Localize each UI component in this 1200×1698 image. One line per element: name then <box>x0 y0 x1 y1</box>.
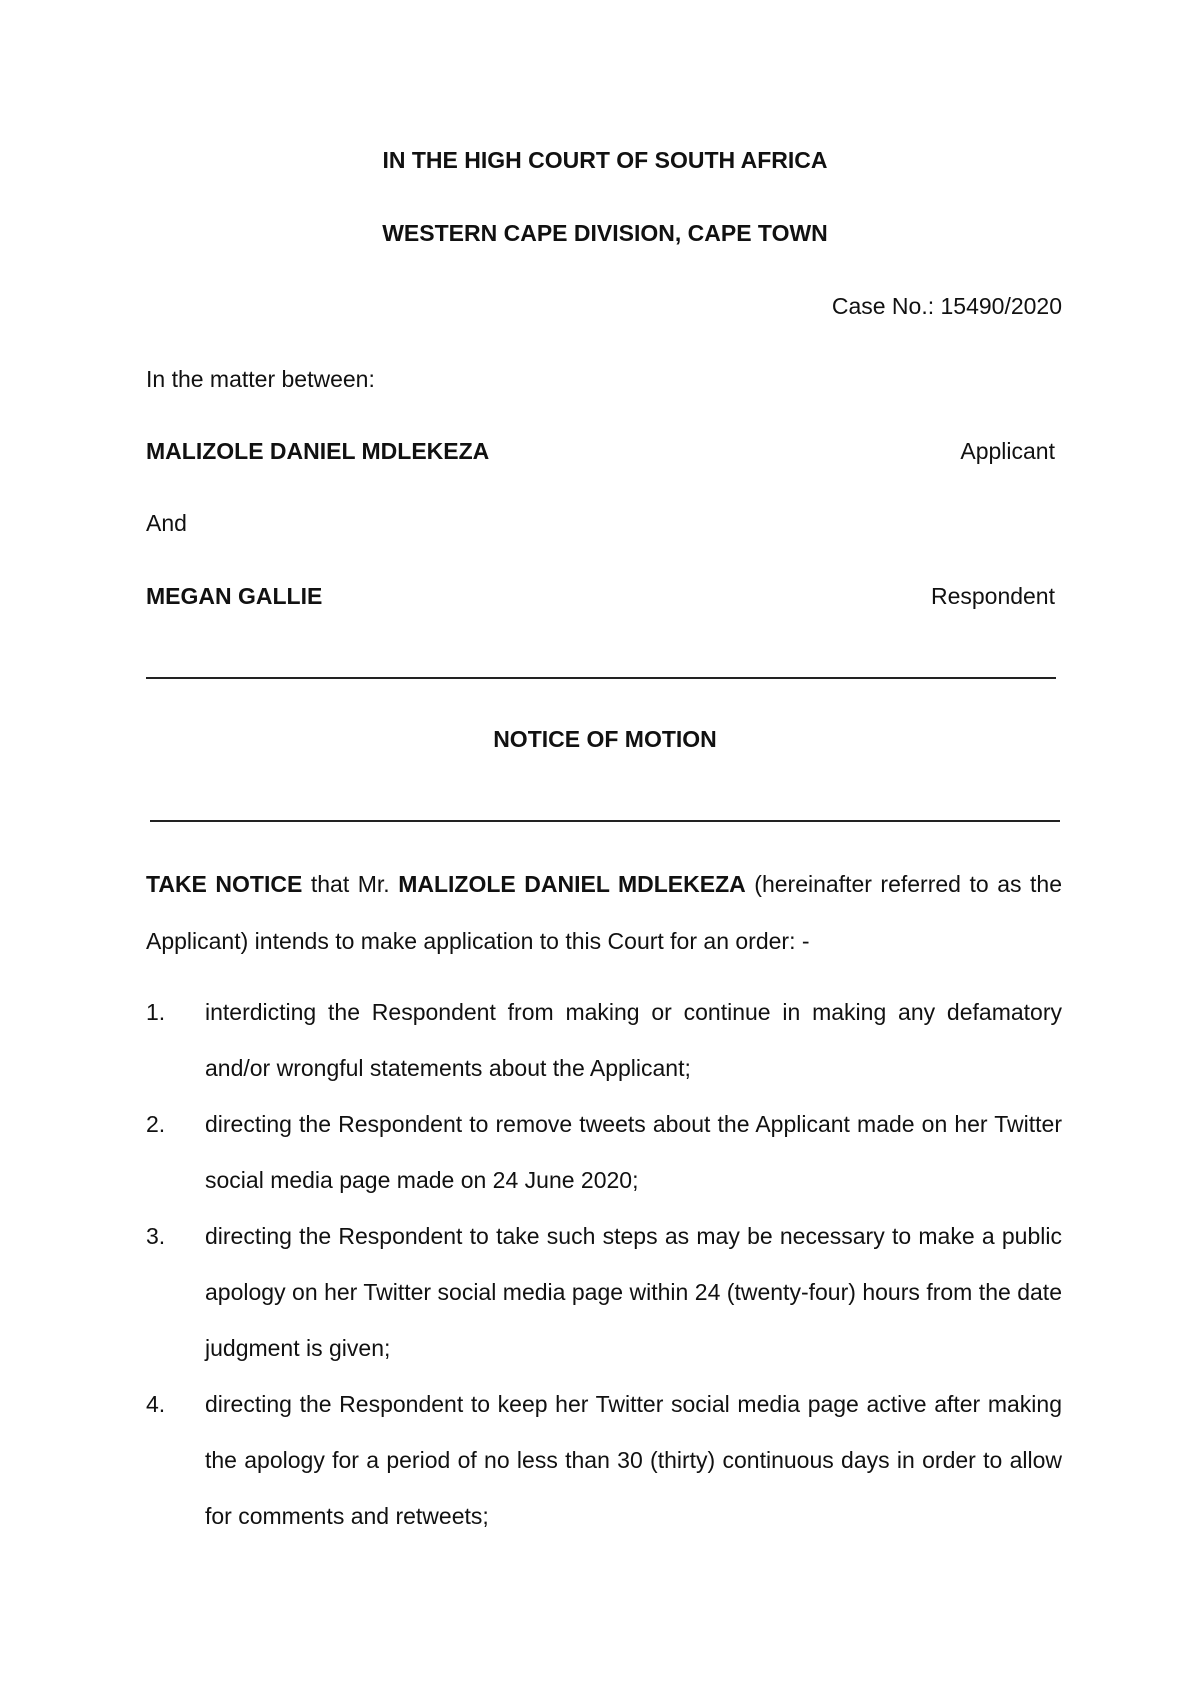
order-number: 1. <box>146 999 166 1025</box>
conjunction: And <box>146 510 187 536</box>
order-number: 4. <box>146 1391 166 1417</box>
order-item: interdicting the Respondent from making or continue in making any defamatory and/or wrongful statements about the Applicant; <box>205 999 1062 1081</box>
notice-applicant-name: MALIZOLE DANIEL MDLEKEZA <box>398 871 746 897</box>
notice-paragraph <box>146 856 1062 970</box>
order-item: directing the Respondent to remove tweets about the Applicant made on her Twitter social media page made on 24 June 2020; <box>205 1111 1062 1193</box>
divider-bottom <box>150 820 1060 822</box>
applicant-name: MALIZOLE DANIEL MDLEKEZA <box>146 438 490 464</box>
order-number: 2. <box>146 1111 166 1137</box>
divider-top <box>146 677 1056 679</box>
case-number: Case No.: 15490/2020 <box>831 293 1062 319</box>
court-heading: IN THE HIGH COURT OF SOUTH AFRICA <box>382 147 828 173</box>
notice-text-1: that Mr. <box>302 871 399 897</box>
division-heading: WESTERN CAPE DIVISION, CAPE TOWN <box>382 220 828 246</box>
matter-intro: In the matter between: <box>146 366 375 392</box>
applicant-role: Applicant <box>960 438 1055 464</box>
take-notice-label: TAKE NOTICE <box>146 871 303 897</box>
notice-text-2: (hereinafter referred to as the Applicant) intends to make application to this Court for an order: - <box>146 871 1062 954</box>
respondent-name: MEGAN GALLIE <box>146 583 323 609</box>
document-title: NOTICE OF MOTION <box>493 726 717 752</box>
order-item: directing the Respondent to take such steps as may be necessary to make a public apology on her Twitter social media page within 24 (twenty-four) hours from the date judgment is given; <box>205 1223 1062 1361</box>
respondent-role: Respondent <box>930 583 1055 609</box>
order-number: 3. <box>146 1223 166 1249</box>
order-item: directing the Respondent to keep her Twitter social media page active after making the apology for a period of no less than 30 (thirty) continuous days in order to allow for comments and retweets; <box>205 1391 1062 1529</box>
